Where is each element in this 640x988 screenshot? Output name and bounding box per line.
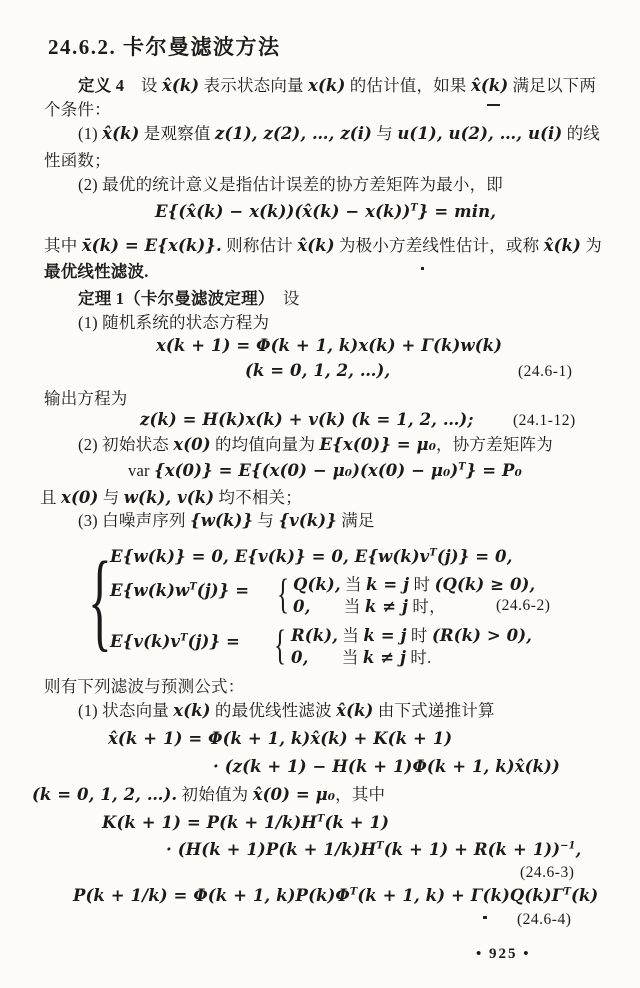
equation-text: (k + 1) + R(k + 1)) (383, 840, 561, 859)
equation-text: T (458, 461, 466, 473)
equation-text: (k + 1) (324, 813, 389, 832)
equation-number-text: (24.6-2) (496, 597, 551, 614)
equation-text: (R(k) > 0), (431, 626, 532, 645)
equation-text: k ≠ j (362, 648, 407, 667)
equation-text: T (429, 547, 437, 559)
para-line-text: 定理 1（卡尔曼滤波定理） (78, 289, 267, 308)
para-line-text: 则称估计 (221, 236, 298, 255)
equation-text: −1 (560, 840, 576, 852)
equation-text: Q(k), (293, 575, 341, 594)
para-line-text: (1) (78, 124, 103, 143)
equation (140, 410, 474, 431)
equation-text: , (575, 840, 582, 859)
equation-text: 时， (408, 597, 446, 616)
equation-text: T (349, 886, 358, 898)
equation-text: R(k), (291, 626, 339, 645)
para-line-text: {w(k)} (190, 511, 254, 530)
curly-brace-large-text: { (88, 539, 112, 661)
para-line (78, 313, 269, 334)
equation-text: 时 (409, 575, 435, 594)
equation-number (517, 910, 571, 929)
para-line-text: 设 (124, 76, 162, 95)
equation-text: T (180, 632, 188, 644)
para-line-text: E{x(0)} = μ₀ (319, 435, 437, 454)
equation (102, 813, 389, 834)
equation-text: T (376, 840, 384, 852)
equation (110, 581, 249, 602)
para-line (44, 236, 602, 257)
equation-text: k ≠ j (364, 597, 409, 616)
section-heading (48, 34, 281, 60)
para-line-text: 均不相关； (214, 488, 302, 507)
equation-text: T (317, 813, 325, 825)
equation (245, 361, 390, 382)
para-line (40, 488, 302, 509)
equation-text: E{(x̂(k) − x(k))(x̂(k) − x(k)) (155, 202, 411, 221)
para-line-text: 与 (253, 511, 279, 530)
equation-text: 当 (310, 597, 365, 616)
equation-number-text: (24.6-3) (520, 864, 575, 881)
equation-text: · (H(k + 1)P(k + 1/k)H (166, 840, 377, 859)
equation-text: E{w(k)w (110, 581, 190, 600)
para-line-text: x(0) (61, 488, 99, 507)
para-line-text: 定义 4 (78, 76, 125, 95)
equation-number-text: (24.6-4) (517, 911, 572, 928)
para-line-text: x̂(k) (543, 236, 581, 255)
para-line-text: x̂(k) (470, 76, 509, 95)
para-line-text: 满足以下两 (508, 76, 597, 95)
para-line (44, 262, 149, 283)
equation (291, 648, 431, 669)
para-line-text: 为极小方差线性估计，或称 (334, 236, 544, 255)
equation-text: E{w(k)} = 0, E{v(k)} = 0, E{w(k)v (110, 547, 430, 566)
equation-text: (j)} = 0, (436, 547, 513, 566)
para-line (78, 76, 596, 97)
para-line (44, 677, 244, 698)
page-number (476, 945, 531, 964)
equation-text: k = j (363, 626, 407, 645)
para-line-text: x(0) (173, 435, 211, 454)
para-line-text: 设 (266, 289, 300, 308)
para-line-text: x̂(0) = μ₀ (252, 785, 336, 804)
scan-speck (421, 267, 424, 270)
para-line-text: (k = 0, 1, 2, …). (32, 785, 178, 804)
equation (293, 575, 535, 596)
para-line (78, 289, 300, 310)
equation-text: (j)} = (187, 632, 240, 651)
para-line-text: 的估计值，如果 (345, 76, 471, 95)
equation-number-text: (24.1-12) (513, 412, 576, 429)
curly-brace-small-text: { (277, 572, 290, 618)
equation-text: } = min, (417, 202, 497, 221)
equation-text: P(k + 1/k) = Φ(k + 1, k)P(k)Φ (73, 886, 350, 905)
para-line-text: 初始值为 (177, 785, 253, 804)
equation-number (496, 596, 550, 615)
para-line-text: 且 (40, 488, 62, 507)
para-line-text: (2) 初始状态 (78, 435, 174, 454)
equation-text: 当 (308, 648, 363, 667)
equation (110, 632, 240, 653)
para-line (78, 435, 553, 456)
equation-text: 0, (293, 597, 311, 616)
para-line-text: 性函数； (44, 151, 111, 170)
equation-number (518, 362, 572, 381)
para-line-text: 最优线性滤波. (44, 262, 149, 281)
para-line-text: (1) 状态向量 (78, 701, 174, 720)
para-line-text: x(k) (173, 701, 211, 720)
equation (108, 729, 452, 750)
para-line-text: (2) 最优的统计意义是指估计误差的协方差矩阵为最小，即 (78, 175, 503, 194)
equation (166, 840, 581, 861)
para-line-text: 为 (580, 236, 602, 255)
equation-text: 0, (291, 648, 309, 667)
para-line-text: 则有下列滤波与预测公式： (44, 677, 245, 696)
para-line-text: x̂(k) (336, 701, 374, 720)
para-line-text: 是观察值 (139, 124, 215, 143)
para-line-text: 与 (371, 124, 398, 143)
equation-text: 当 (340, 575, 367, 594)
equation-text: T (189, 581, 197, 593)
para-line-text: u(1), u(2), …, u(i) (397, 124, 563, 143)
para-line-text: 的均值向量为 (210, 435, 320, 454)
curly-brace-small (277, 574, 289, 616)
para-line-text: 输出方程为 (44, 389, 128, 408)
para-line-text: (3) 白噪声序列 (78, 511, 190, 530)
equation-text: z(k) = H(k)x(k) + v(k) (k = 1, 2, …); (140, 410, 474, 429)
equation-text: k = j (366, 575, 410, 594)
equation-text: (k) (570, 886, 599, 905)
equation-text: K(k + 1) = P(k + 1/k)H (102, 813, 317, 832)
equation (293, 597, 446, 618)
curly-brace-large (88, 539, 112, 661)
para-line-text: 的最优线性滤波 (210, 701, 337, 720)
equation-text: } = P₀ (465, 461, 522, 480)
equation (73, 886, 598, 907)
para-line-text: {v(k)} (278, 511, 337, 530)
curly-brace-small-text: { (274, 623, 287, 669)
para-line-text: z(1), z(2), …, z(i) (214, 124, 372, 143)
equation-text: (Q(k) ≥ 0), (434, 575, 536, 594)
equation-text: E{v(k)v (110, 632, 181, 651)
page-number-text: • 925 • (476, 946, 531, 962)
equation-text: x(k + 1) = Φ(k + 1, k)x(k) + Γ(k)w(k) (156, 336, 503, 355)
equation-number-text: (24.6-1) (518, 363, 573, 380)
equation-text: T (563, 886, 571, 898)
equation-text: 时 (406, 626, 432, 645)
scan-speck (487, 104, 500, 106)
para-line (44, 151, 111, 172)
para-line-text: 的线 (562, 124, 600, 143)
curly-brace-small (274, 625, 286, 667)
para-line-text: x̄(k) = E{x(k)}. (81, 236, 222, 255)
equation-text: · (z(k + 1) − H(k + 1)Φ(k + 1, k)x̂(k)) (213, 757, 560, 776)
equation (291, 626, 532, 647)
para-line-text: 满足 (336, 511, 375, 530)
equation-number (520, 863, 574, 882)
para-line (44, 100, 111, 121)
para-line-text: (1) 随机系统的状态方程为 (78, 313, 270, 332)
para-line-text: 个条件： (44, 100, 111, 119)
para-line-text: ，协方差矩阵为 (436, 435, 553, 454)
para-line-text: 由下式递推计算 (373, 701, 495, 720)
para-line-text: 与 (98, 488, 124, 507)
equation (213, 757, 560, 778)
section-heading-text: 24.6.2. 卡尔曼滤波方法 (48, 35, 281, 59)
para-line-text: w(k), v(k) (123, 488, 215, 507)
equation-text: var (128, 461, 154, 480)
para-line (78, 701, 495, 722)
para-line-text: x(k) (308, 76, 346, 95)
equation (156, 336, 502, 357)
equation-text: (k + 1, k) + Γ(k)Q(k)Γ (357, 886, 564, 905)
equation-text: (j)} = (196, 581, 250, 600)
para-line (44, 389, 128, 410)
equation (128, 461, 522, 482)
para-line-text: x̂(k) (161, 76, 200, 95)
equation-text: (k = 0, 1, 2, …), (245, 361, 391, 380)
para-line-text: 其中 (44, 236, 82, 255)
para-line-text: ，其中 (335, 785, 386, 804)
equation-text: {x(0)} = E{(x(0) − μ₀)(x(0) − μ₀) (154, 461, 459, 480)
para-line-text: x̂(k) (102, 124, 140, 143)
para-line (32, 785, 385, 806)
scan-speck (483, 916, 487, 919)
para-line-text: 表示状态向量 (199, 76, 309, 95)
para-line (78, 175, 503, 196)
para-line (78, 124, 600, 145)
equation-number (513, 411, 576, 430)
equation (155, 202, 496, 223)
equation-text: 当 (338, 626, 364, 645)
equation-text: 时. (406, 648, 432, 667)
equation (110, 547, 512, 568)
equation-text: T (410, 202, 418, 214)
para-line-text: x̂(k) (297, 236, 335, 255)
para-line (78, 511, 375, 532)
equation-text: x̂(k + 1) = Φ(k + 1, k)x̂(k) + K(k + 1) (108, 729, 453, 748)
